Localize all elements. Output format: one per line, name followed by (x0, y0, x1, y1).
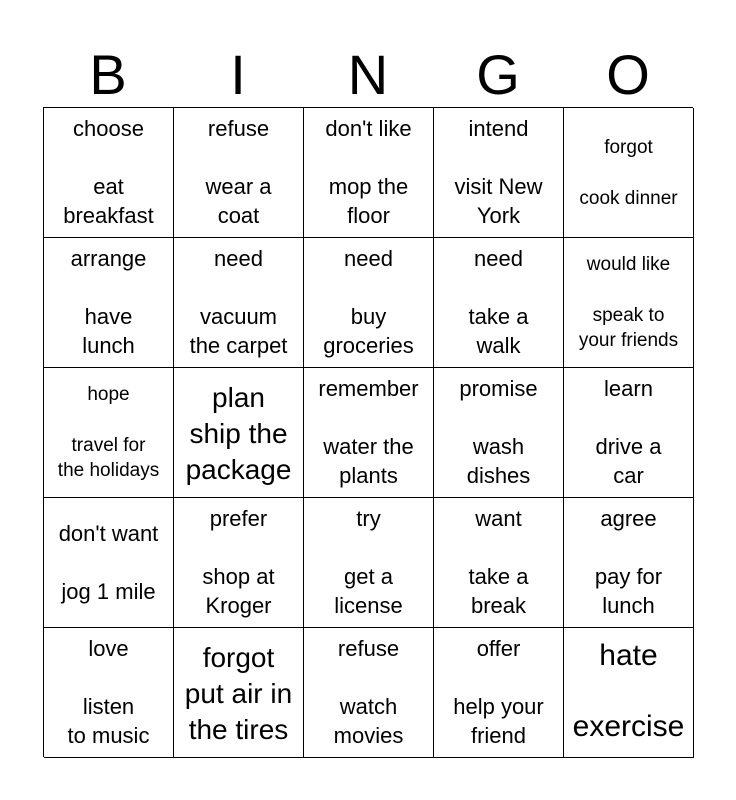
cell-phrase: get a license (334, 564, 403, 618)
cell-content (566, 242, 691, 363)
cell-phrase: pay for lunch (594, 564, 663, 618)
cell-verb: prefer (209, 506, 268, 531)
bingo-cell[interactable] (174, 498, 304, 628)
cell-verb: don't want (58, 521, 159, 546)
cell-content (436, 374, 561, 493)
cell-content (306, 634, 431, 753)
bingo-cell[interactable] (174, 238, 304, 368)
bingo-cell[interactable] (564, 628, 694, 758)
cell-content (306, 504, 431, 623)
cell-content (436, 504, 561, 623)
cell-content (436, 114, 561, 233)
cell-content (436, 244, 561, 363)
cell-verb: offer (476, 636, 521, 661)
cell-phrase: visit New York (454, 174, 543, 228)
bingo-cell[interactable] (174, 108, 304, 238)
header-letter-g: G (476, 43, 520, 106)
cell-phrase: drive a car (595, 434, 662, 488)
cell-content (46, 114, 171, 233)
bingo-cell[interactable] (174, 368, 304, 498)
cell-verb: want (475, 506, 522, 531)
cell-phrase: take a break (468, 564, 529, 618)
bingo-cell[interactable] (44, 368, 174, 498)
bingo-cell[interactable] (44, 108, 174, 238)
cell-content (306, 374, 431, 493)
bingo-cell[interactable] (44, 628, 174, 758)
cell-phrase: put air in the tires (184, 678, 293, 745)
cell-verb: don't like (325, 116, 412, 141)
bingo-cell[interactable] (564, 108, 694, 238)
cell-phrase: speak to your friends (578, 305, 679, 351)
cell-phrase: exercise (572, 710, 685, 743)
cell-verb: plan (212, 382, 265, 413)
cell-content (306, 114, 431, 233)
cell-content (176, 640, 301, 753)
cell-phrase: buy groceries (323, 304, 414, 358)
cell-content (306, 244, 431, 363)
cell-verb: need (214, 246, 263, 271)
cell-phrase: watch movies (333, 694, 404, 748)
cell-verb: try (356, 506, 381, 531)
bingo-cell[interactable] (564, 498, 694, 628)
cell-verb: hope (87, 384, 130, 405)
cell-content (566, 374, 691, 493)
bingo-cell[interactable] (304, 238, 434, 368)
cell-phrase: eat breakfast (63, 174, 154, 228)
cell-content (46, 372, 171, 493)
cell-content (46, 498, 171, 627)
cell-verb: learn (604, 376, 653, 401)
cell-content (176, 504, 301, 623)
bingo-cell[interactable] (434, 238, 564, 368)
cell-phrase: take a walk (468, 304, 529, 358)
bingo-cell[interactable] (304, 108, 434, 238)
header-letter-n: N (347, 43, 389, 106)
cell-phrase: travel for the holidays (57, 435, 160, 481)
cell-verb: forgot (604, 136, 653, 158)
cell-verb: would like (586, 254, 671, 275)
bingo-cell[interactable] (434, 498, 564, 628)
cell-content (176, 380, 301, 493)
cell-verb: agree (600, 506, 657, 531)
cell-content (176, 114, 301, 233)
cell-verb: arrange (70, 246, 147, 271)
bingo-cell[interactable] (434, 108, 564, 238)
cell-content (46, 244, 171, 363)
cell-phrase: vacuum the carpet (189, 304, 288, 358)
cell-phrase: jog 1 mile (61, 579, 156, 604)
header-letter-o: O (606, 43, 650, 106)
bingo-board (43, 107, 693, 757)
cell-content (176, 244, 301, 363)
cell-phrase: cook dinner (579, 187, 678, 209)
cell-verb: promise (459, 376, 538, 401)
header-letter-b: B (89, 43, 127, 106)
cell-verb: love (88, 636, 129, 661)
cell-phrase: shop at Kroger (202, 564, 275, 618)
bingo-cell[interactable] (304, 368, 434, 498)
cell-verb: need (344, 246, 393, 271)
cell-verb: refuse (207, 116, 270, 141)
bingo-cell[interactable] (434, 628, 564, 758)
cell-content (566, 638, 691, 745)
cell-content (566, 112, 691, 233)
bingo-cell[interactable] (44, 498, 174, 628)
cell-phrase: help your friend (453, 694, 544, 748)
cell-verb: need (474, 246, 523, 271)
cell-verb: choose (73, 116, 144, 141)
cell-content (566, 504, 691, 623)
bingo-cell[interactable] (564, 368, 694, 498)
cell-content (46, 634, 171, 753)
bingo-cell[interactable] (304, 498, 434, 628)
cell-verb: refuse (337, 636, 400, 661)
cell-phrase: water the plants (323, 434, 414, 488)
cell-phrase: ship the package (185, 418, 292, 485)
bingo-cell[interactable] (434, 368, 564, 498)
cell-verb: forgot (202, 642, 275, 673)
cell-verb: intend (468, 116, 529, 141)
bingo-header (43, 44, 693, 106)
bingo-cell[interactable] (44, 238, 174, 368)
cell-phrase: mop the floor (328, 174, 409, 228)
cell-phrase: wear a coat (205, 174, 272, 228)
cell-content (436, 634, 561, 753)
bingo-cell[interactable] (174, 628, 304, 758)
bingo-cell[interactable] (304, 628, 434, 758)
cell-verb: remember (318, 376, 419, 401)
cell-phrase: listen to music (67, 694, 150, 748)
cell-phrase: have lunch (82, 304, 135, 358)
cell-verb: hate (599, 639, 658, 672)
header-letter-i: I (230, 43, 246, 106)
bingo-cell[interactable] (564, 238, 694, 368)
cell-phrase: wash dishes (466, 434, 531, 488)
